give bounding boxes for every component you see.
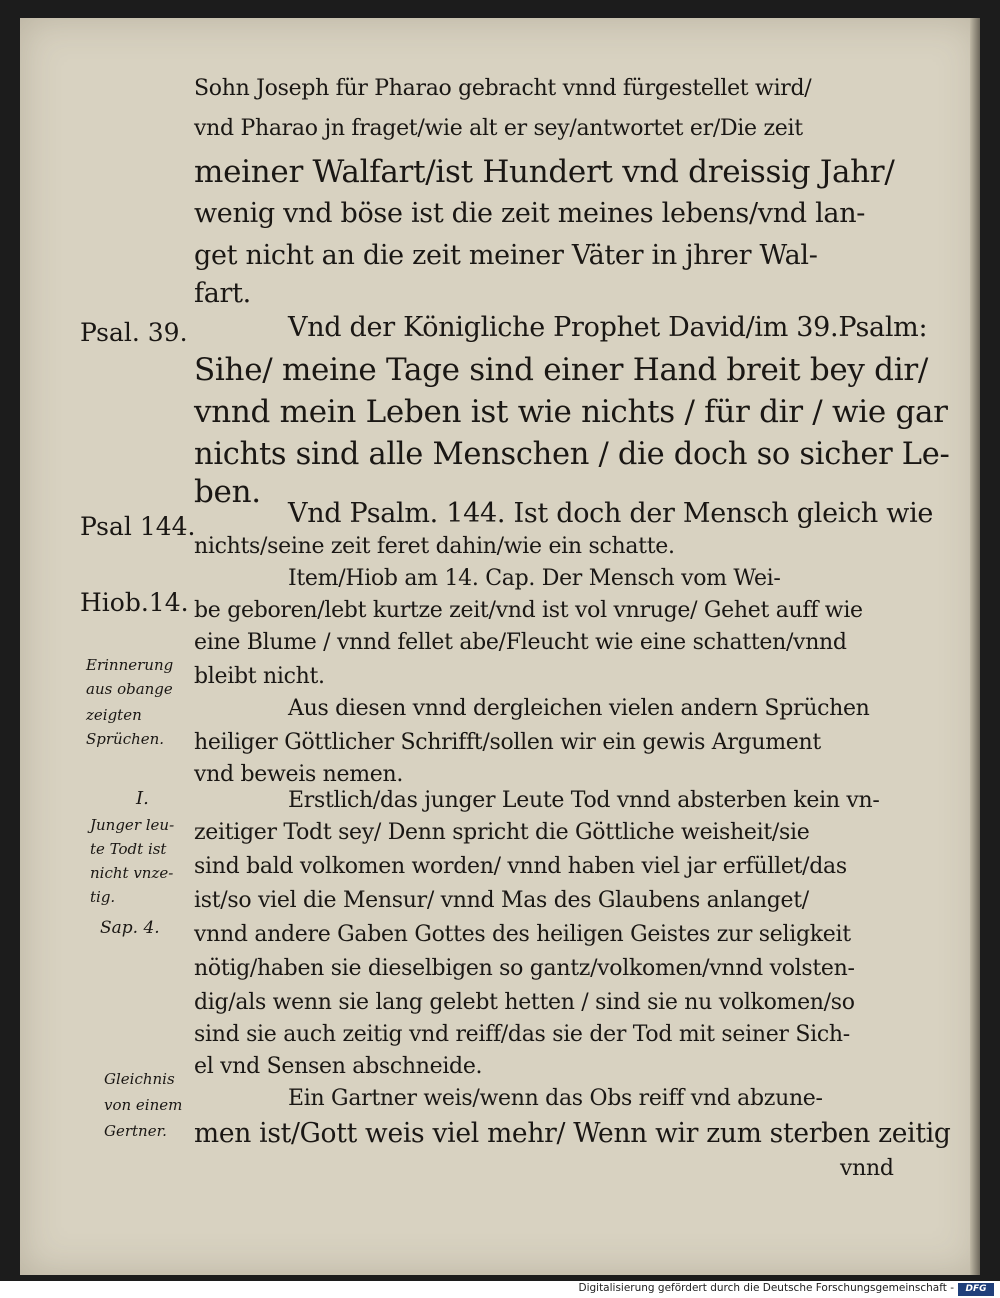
text-line-22: zeitiger Todt sey/ Denn spricht die Göttliche weisheit/sie [194, 820, 810, 845]
margin-note-line-4: Sprüchen. [86, 730, 165, 748]
margin-psalm-144: Psal 144. [80, 512, 196, 541]
text-line-8: Sihe/ meine Tage sind einer Hand breit bey dir/ [194, 352, 929, 388]
margin-note-line-3: zeigten [86, 706, 142, 724]
text-line-29: el vnd Sensen abschneide. [194, 1054, 483, 1079]
text-line-21: Erstlich/das junger Leute Tod vnnd absterben kein vn- [288, 788, 880, 813]
text-line-20: vnd beweis nemen. [194, 762, 404, 787]
text-line-27: dig/als wenn sie lang gelebt hetten / sind sie nu volkomen/so [194, 990, 855, 1015]
text-line-3: meiner Walfart/ist Hundert vnd dreissig Jahr/ [194, 154, 895, 190]
page-spine-edge [970, 18, 980, 1275]
margin-numeral-1: I. [136, 788, 149, 809]
margin-note-erinnerung: Erinnerung [86, 656, 174, 674]
margin-psalm-39: Psal. 39. [80, 318, 188, 347]
margin-note-line-2: aus obange [86, 680, 173, 698]
text-line-4: wenig vnd böse ist die zeit meines lebens/vnd lan- [194, 198, 866, 229]
text-line-28: sind sie auch zeitig vnd reiff/das sie der Tod mit seiner Sich- [194, 1022, 850, 1047]
text-line-1: Sohn Joseph für Pharao gebracht vnnd fürgestellet wird/ [194, 76, 812, 101]
text-line-13: nichts/seine zeit feret dahin/wie ein schatte. [194, 534, 675, 559]
text-line-17: bleibt nicht. [194, 664, 325, 689]
text-line-23: sind bald volkomen worden/ vnnd haben viel jar erfüllet/das [194, 854, 847, 879]
text-line-24: ist/so viel die Mensur/ vnnd Mas des Glaubens anlanget/ [194, 888, 809, 913]
text-line-2: vnd Pharao jn fraget/wie alt er sey/antwortet er/Die zeit [194, 116, 803, 141]
text-line-10: nichts sind alle Menschen / die doch so sicher Le- [194, 436, 950, 472]
digitization-footer [0, 1281, 1000, 1298]
dfg-credit-text: Digitalisierung gefördert durch die Deutsche Forschungsgemeinschaft - [578, 1282, 954, 1294]
margin-note-gleichnis: Gleichnis [104, 1070, 175, 1088]
margin-hiob-14: Hiob.14. [80, 588, 189, 617]
dfg-logo: DFG [958, 1283, 994, 1296]
margin-note-junger: Junger leu- [90, 816, 175, 834]
text-line-19: heiliger Göttlicher Schrifft/sollen wir ein gewis Argument [194, 730, 821, 755]
text-line-25: vnnd andere Gaben Gottes des heiligen Geistes zur seligkeit [194, 922, 851, 947]
text-line-16: eine Blume / vnnd fellet abe/Fleucht wie eine schatten/vnnd [194, 630, 847, 655]
text-line-12: Vnd Psalm. 144. Ist doch der Mensch gleich wie [288, 498, 934, 529]
text-line-5: get nicht an die zeit meiner Väter in jhrer Wal- [194, 240, 818, 271]
text-line-11: ben. [194, 474, 261, 510]
margin-note-line-6: te Todt ist [90, 840, 167, 858]
margin-sap-4: Sap. 4. [100, 918, 160, 938]
text-line-18: Aus diesen vnnd dergleichen vielen andern Sprüchen [288, 696, 870, 721]
text-line-9: vnnd mein Leben ist wie nichts / für dir / wie gar [194, 394, 948, 430]
text-line-14: Item/Hiob am 14. Cap. Der Mensch vom Wei- [288, 566, 781, 591]
text-line-15: be geboren/lebt kurtze zeit/vnd ist vol vnruge/ Gehet auff wie [194, 598, 863, 623]
margin-note-line-8: tig. [90, 888, 116, 906]
text-line-30: Ein Gartner weis/wenn das Obs reiff vnd abzune- [288, 1086, 823, 1111]
text-line-26: nötig/haben sie dieselbigen so gantz/volkomen/vnnd volsten- [194, 956, 855, 981]
book-page [20, 18, 980, 1275]
text-line-7: Vnd der Königliche Prophet David/im 39.Psalm: [288, 312, 928, 343]
margin-note-line-7: nicht vnze- [90, 864, 174, 882]
catchword: vnnd [840, 1156, 894, 1181]
text-line-31: men ist/Gott weis viel mehr/ Wenn wir zum sterben zeitig [194, 1118, 951, 1149]
margin-note-line-11: Gertner. [104, 1122, 167, 1140]
text-line-6: fart. [194, 278, 251, 309]
margin-note-line-10: von einem [104, 1096, 183, 1114]
